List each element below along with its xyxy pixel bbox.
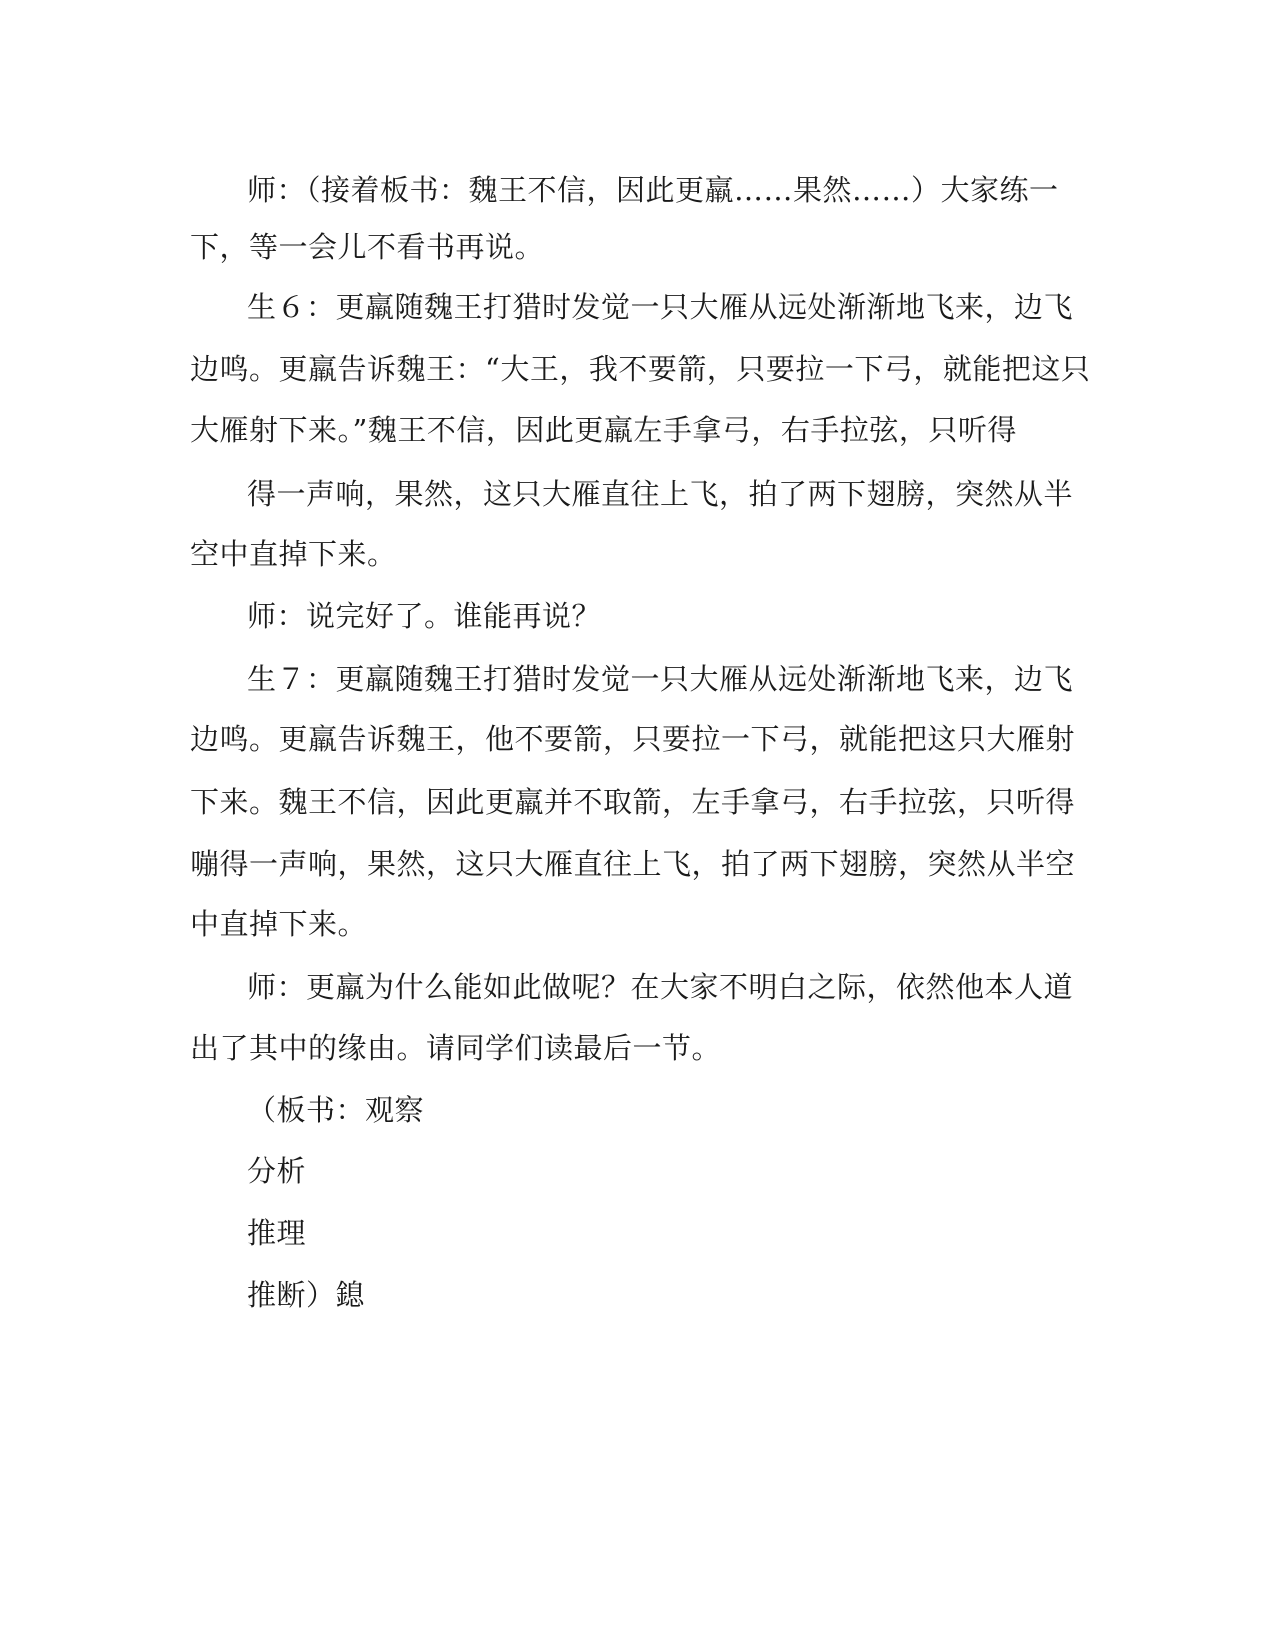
text-line: 出了其中的缘由。请同学们读最后一节。 <box>190 1031 722 1065</box>
text-line: 下来。魏王不信，因此更羸并不取箭，左手拿弓，右手拉弦，只听得 <box>190 785 1076 819</box>
text-line: 推断）鎴 <box>247 1278 366 1312</box>
text-line: 师：（接着板书：魏王不信，因此更羸……果然……）大家练一 <box>247 173 1059 207</box>
text-line: 生６：更羸随魏王打猎时发觉一只大雁从远处渐渐地飞来，边飞 <box>247 290 1074 324</box>
text-line: 得一声响，果然，这只大雁直往上飞，拍了两下翅膀，突然从半 <box>247 477 1074 511</box>
text-line: 边鸣。更羸告诉魏王：“大王，我不要箭，只要拉一下弓，就能把这只 <box>190 352 1091 386</box>
text-line: 师：说完好了。谁能再说？ <box>247 599 602 633</box>
text-line: 下，等一会儿不看书再说。 <box>190 230 545 264</box>
text-line: （板书：观察 <box>247 1093 425 1127</box>
text-line: 中直掉下来。 <box>190 907 368 941</box>
text-line: 推理 <box>247 1216 307 1250</box>
text-line: 师：更羸为什么能如此做呢？在大家不明白之际，依然他本人道 <box>247 970 1074 1004</box>
text-line: 大雁射下来。”魏王不信，因此更羸左手拿弓，右手拉弦，只听得 <box>190 413 1017 447</box>
text-line: 边鸣。更羸告诉魏王，他不要箭，只要拉一下弓，就能把这只大雁射 <box>190 722 1076 756</box>
text-line: 生７：更羸随魏王打猎时发觉一只大雁从远处渐渐地飞来，边飞 <box>247 662 1074 696</box>
text-line: 嘣得一声响，果然，这只大雁直往上飞，拍了两下翅膀，突然从半空 <box>190 847 1076 881</box>
text-line: 空中直掉下来。 <box>190 537 397 571</box>
text-line: 分析 <box>247 1154 307 1188</box>
